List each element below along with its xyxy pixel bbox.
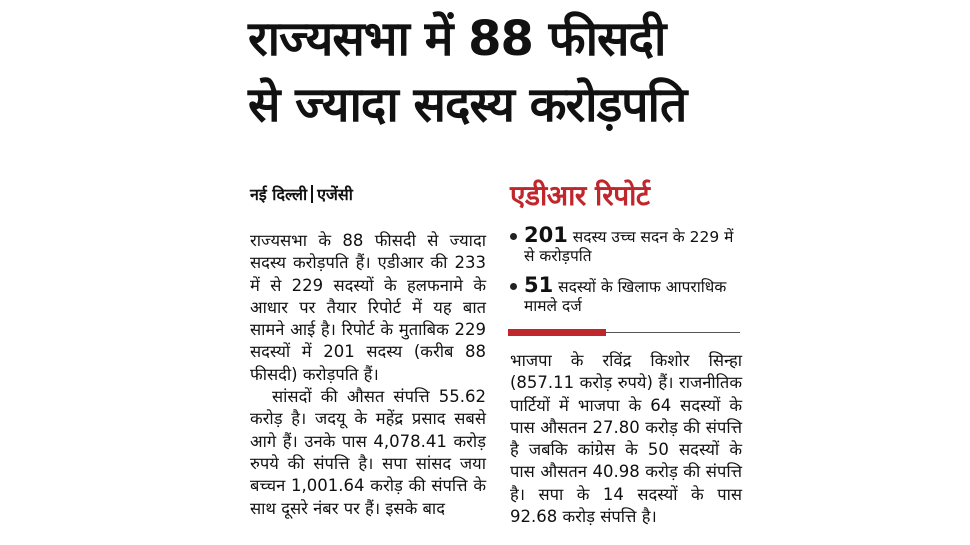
adr-report-item-text: सदस्यों के खिलाफ आपराधिक मामले दर्ज xyxy=(524,278,727,315)
divider-line xyxy=(606,332,740,333)
article-paragraph-1: राज्यसभा के 88 फीसदी से ज्यादा सदस्य करोड़पति हैं। एडीआर की 233 में से 229 सदस्यों के हलफनामे के आधार पर तैयार रिपोर्ट में यह बात सामने आई है। रिपोर्ट के मुताबिक 229 सदस्यों में 201 सदस्य (करीब 88 फीसदी) करोड़पति हैं। xyxy=(250,231,486,384)
adr-report-list xyxy=(508,223,744,326)
adr-report-divider xyxy=(508,329,740,336)
adr-report-item-number: 201 xyxy=(524,223,568,247)
article-column-left xyxy=(250,230,486,520)
adr-report-item xyxy=(508,223,744,266)
adr-report-item xyxy=(508,273,744,316)
dateline-source: एजेंसी xyxy=(317,185,353,204)
article-paragraph-2: सांसदों की औसत संपत्ति 55.62 करोड़ है। जदयू के महेंद्र प्रसाद सबसे आगे हैं। उनके पास 4,078.41 करोड़ रुपये की संपत्ति है। सपा सांसद जया बच्चन 1,001.64 करोड़ की संपत्ति के साथ दूसरे नंबर पर हैं। इसके बाद xyxy=(250,387,486,518)
article-paragraph-3: भाजपा के रविंद्र किशोर सिन्हा (857.11 करोड़ रुपये) हैं। राजनीतिक पार्टियों में भाजपा के 64 सदस्यों के पास औसतन 27.80 करोड़ की संपत्ति है जबकि कांग्रेस के 50 सदस्यों के पास औसतन 40.98 करोड़ की संपत्ति है। सपा के 14 सदस्यों के पास 92.68 करोड़ संपत्ति है। xyxy=(510,351,742,527)
dateline-separator xyxy=(311,185,313,203)
divider-accent xyxy=(508,329,606,336)
dateline xyxy=(250,183,353,205)
headline-line-1: राज्यसभा में 88 फीसदी xyxy=(248,11,666,67)
headline-line-2: से ज्यादा सदस्य करोड़पति xyxy=(248,77,687,133)
bullet-icon xyxy=(510,283,517,290)
bullet-icon xyxy=(510,233,517,240)
adr-report-item-number: 51 xyxy=(524,273,554,297)
article-column-right xyxy=(510,350,742,528)
headline xyxy=(248,6,768,138)
adr-report-item-text: सदस्य उच्च सदन के 229 में से करोड़पति xyxy=(524,228,734,265)
adr-report-title: एडीआर रिपोर्ट xyxy=(510,179,650,212)
dateline-place: नई दिल्ली xyxy=(250,185,308,204)
